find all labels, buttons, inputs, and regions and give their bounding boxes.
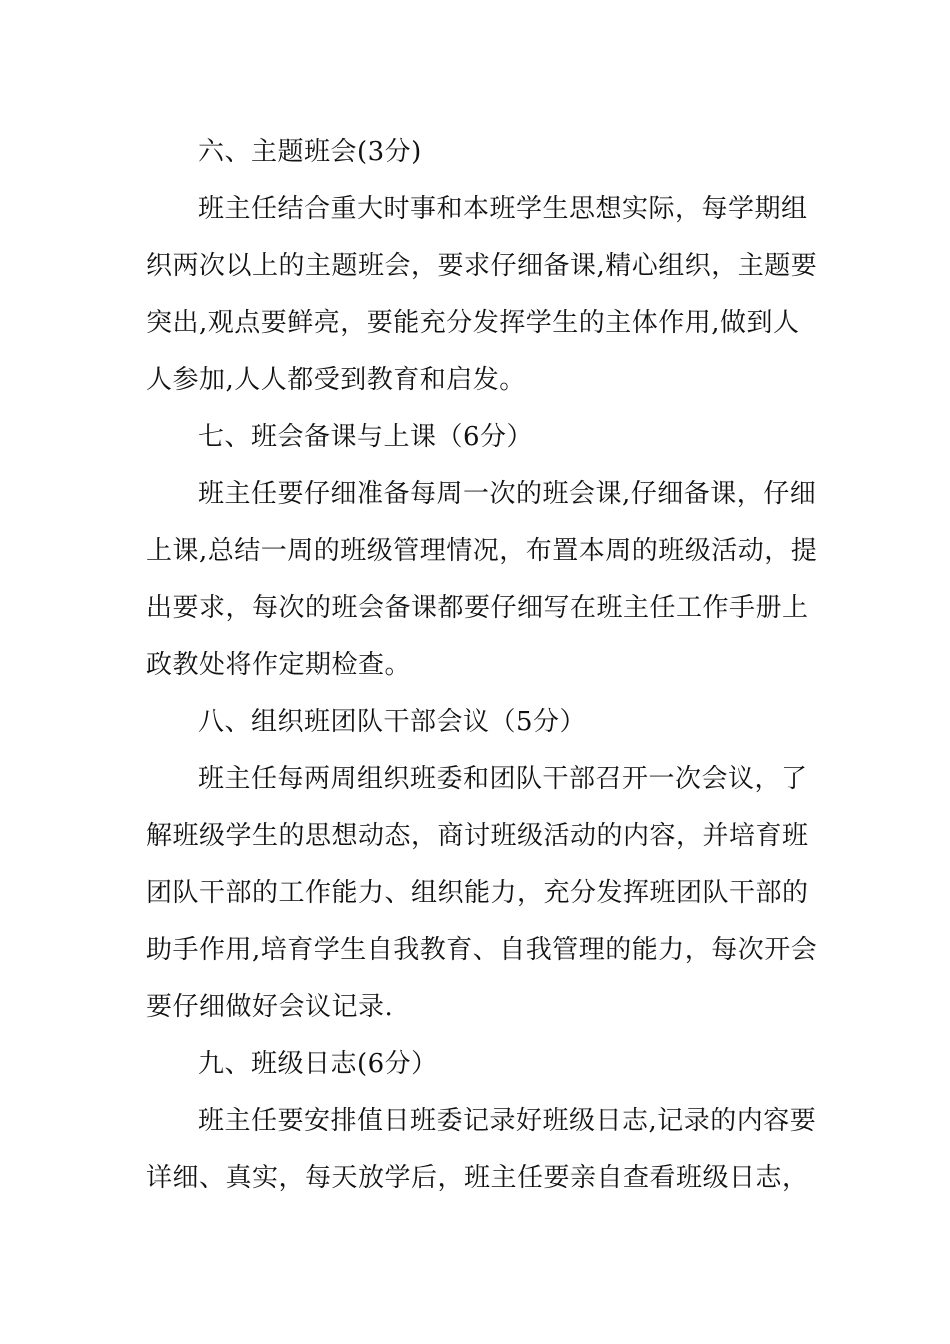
section-paragraph-8 [146,751,818,1036]
document-body [146,124,818,1207]
section-paragraph-6 [146,181,818,409]
paragraph-line: 解班级学生的思想动态，商讨班级活动的内容，并培育班 [146,821,809,851]
section-heading-6: 六、主题班会(3分) [198,137,422,167]
paragraph-line: 班主任要仔细准备每周一次的班会课,仔细备课，仔细 [198,479,817,509]
paragraph-line: 团队干部的工作能力、组织能力，充分发挥班团队干部的 [146,878,809,908]
paragraph-line: 详细、真实，每天放学后，班主任要亲自查看班级日志， [146,1163,809,1193]
section-heading-7: 七、班会备课与上课（6分） [198,422,534,452]
paragraph-line: 助手作用,培育学生自我教育、自我管理的能力，每次开会 [146,935,818,965]
paragraph-line: 突出,观点要鲜亮，要能充分发挥学生的主体作用,做到人 [146,308,800,338]
paragraph-line: 班主任结合重大时事和本班学生思想实际，每学期组 [198,194,808,224]
section-paragraph-9 [146,1093,817,1207]
section-paragraph-7 [146,466,818,694]
paragraph-line: 班主任要安排值日班委记录好班级日志,记录的内容要 [198,1106,817,1136]
paragraph-line: 政教处将作定期检查。 [146,650,412,680]
paragraph-line: 人参加,人人都受到教育和启发。 [146,365,526,395]
paragraph-line: 织两次以上的主题班会，要求仔细备课,精心组织，主题要 [146,251,818,281]
paragraph-line: 出要求，每次的班会备课都要仔细写在班主任工作手册上 [146,593,809,623]
section-heading-8: 八、组织班团队干部会议（5分） [198,707,587,737]
paragraph-line: 上课,总结一周的班级管理情况，布置本周的班级活动，提 [146,536,818,566]
section-heading-9: 九、班级日志(6分） [198,1049,438,1079]
paragraph-line: 班主任每两周组织班委和团队干部召开一次会议，了 [198,764,808,794]
paragraph-line: 要仔细做好会议记录. [146,992,394,1022]
